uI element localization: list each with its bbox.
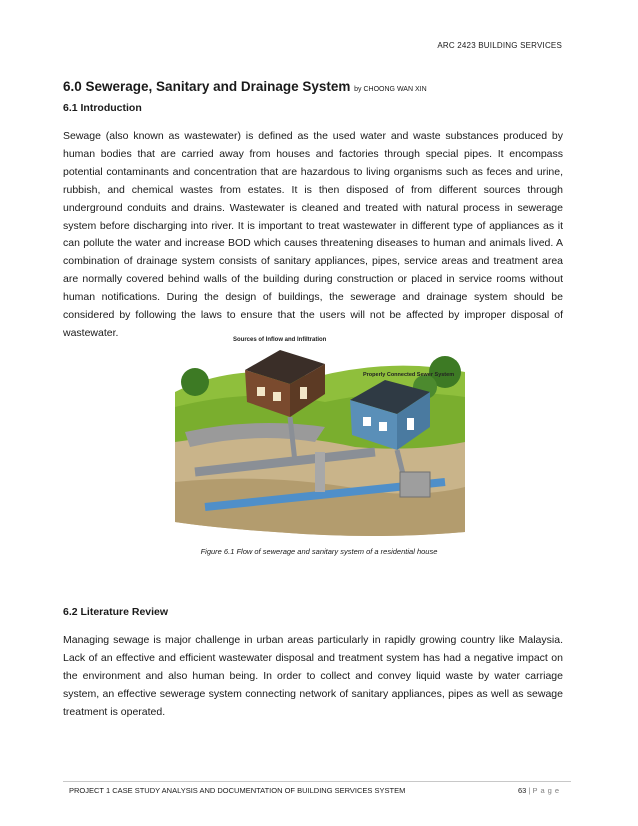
footer-divider — [63, 781, 571, 782]
footer-page — [518, 786, 562, 795]
section-title — [63, 79, 427, 94]
section-title-text: 6.0 Sewerage, Sanitary and Drainage System — [63, 79, 351, 94]
running-header: ARC 2423 BUILDING SERVICES — [437, 41, 562, 50]
figure-caption: Figure 6.1 Flow of sewerage and sanitary system of a residential house — [200, 547, 438, 556]
inflow-label: Sources of Inflow and Infiltration — [233, 337, 327, 343]
footer-project: PROJECT 1 CASE STUDY ANALYSIS AND DOCUMENTATION OF BUILDING SERVICES SYSTEM — [69, 786, 406, 795]
sewerage-diagram-svg — [175, 332, 465, 540]
sewer-system-label: Properly Connected Sewer System — [363, 372, 455, 378]
sewerage-illustration — [175, 332, 465, 540]
page-number: 63 — [517, 786, 527, 795]
section-author: by CHOONG WAN XIN — [354, 86, 427, 93]
footer-separator: | — [528, 786, 531, 795]
intro-paragraph: Sewage (also known as wastewater) is defined as the used water and waste substances produced by human bodies that are carried away from houses and factories through special pipes. It encompass potential contaminants and concentration that are hazardous to living organisms such as feces and urine, rubbish, and chemical wastes from estates. It is then disposed of from different sources through underground conduits and drains. Wastewater is cleaned and treated with natural process in sewerage system before discharging into river. It is important to treat wastewater in different type of appliances as it can pollute the water and increase BOD which causes threatening diseases to human and animals lived. A combination of drainage system consists of sanitary appliances, pipes, service areas and treatment area are normally covered behind walls of the building during construction or placed in service rooms without human notifications. During the design of buildings, the sewerage and drainage system should be considered by following the laws to ensure that the users will not be affected by improper disposal of wastewater. — [63, 130, 563, 339]
review-paragraph: Managing sewage is major challenge in urban areas particularly in rapidly growing country like Malaysia. Lack of an effective and efficient wastewater disposal and treatment system has had a negative impact on the environment and also human being. In order to collect and convey liquid waste by water carriage system, an effective sewerage system connecting network of sanitary appliances, pipes as well as sewage treatment is operated. — [63, 634, 563, 718]
review-heading: 6.2 Literature Review — [63, 606, 169, 618]
intro-heading: 6.1 Introduction — [63, 102, 142, 114]
page-word: Page — [532, 786, 562, 795]
